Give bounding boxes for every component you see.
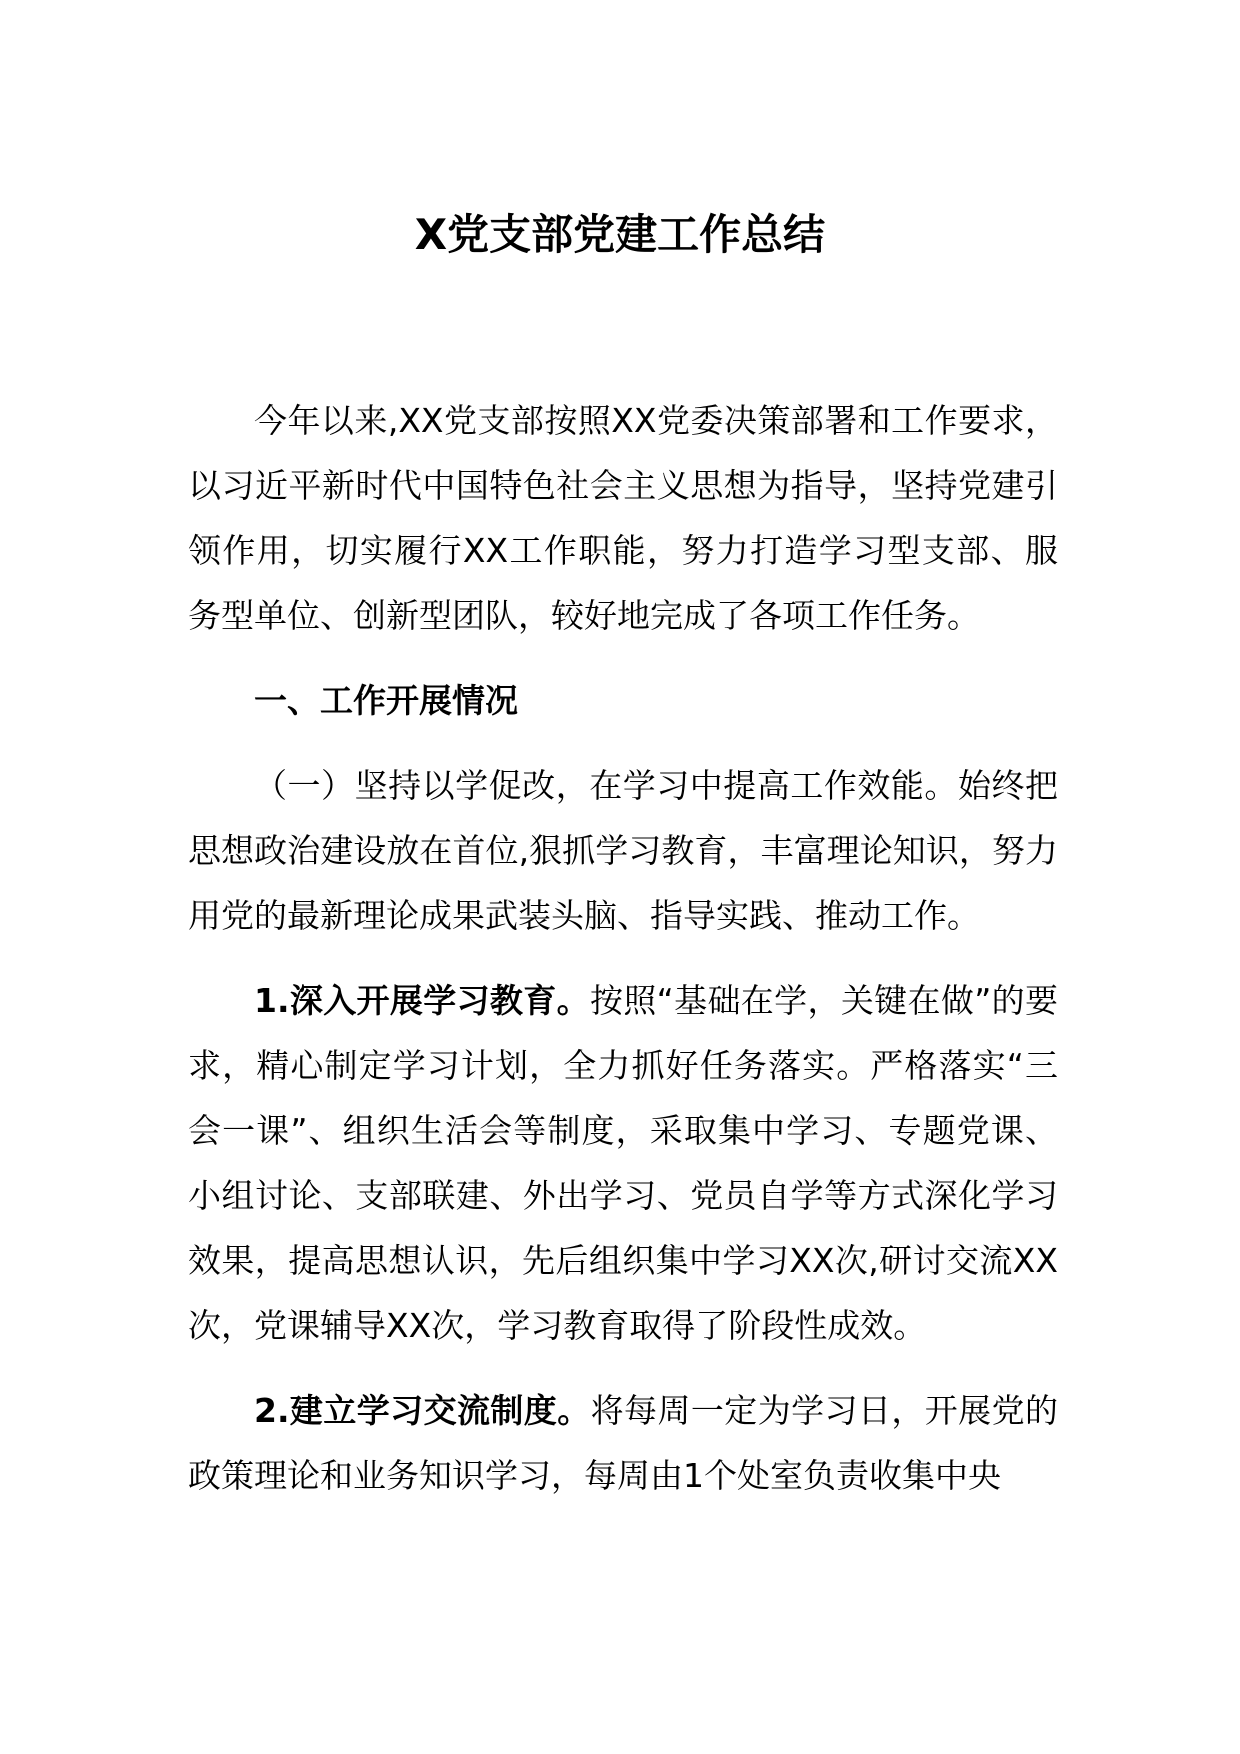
subsection-paragraph-1: （一）坚持以学促改，在学习中提高工作效能。始终把思想政治建设放在首位,狠抓学习教育，丰富理论知识，努力用党的最新理论成果武装头脑、指导实践、推动工作。	[188, 766, 1058, 935]
document-body	[188, 388, 1058, 1508]
item-paragraph-1	[188, 968, 1058, 1358]
item-1-text: 按照“基础在学，关键在做”的要求，精心制定学习计划，全力抓好任务落实。严格落实“三会一课”、组织生活会等制度，采取集中学习、专题党课、小组讨论、支部联建、外出学习、党员自学等方式深化学习效果，提高思想认识，先后组织集中学习XX次,研讨交流XX次，党课辅导XX次，学习教育取得了阶段性成效。	[188, 981, 1059, 1345]
section-heading-work-progress: 一、工作开展情况	[254, 681, 518, 720]
document-title: X党支部党建工作总结	[414, 210, 826, 259]
item-2-title: 2.建立学习交流制度。	[254, 1391, 591, 1430]
item-1-title: 1.深入开展学习教育。	[254, 981, 590, 1020]
item-paragraph-2	[188, 1378, 1058, 1508]
item-2-text: 将每周一定为学习日，开展党的政策理论和业务知识学习，每周由1个处室负责收集中央	[188, 1391, 1059, 1495]
intro-paragraph: 今年以来,XX党支部按照XX党委决策部署和工作要求，以习近平新时代中国特色社会主义思想为指导，坚持党建引领作用，切实履行XX工作职能，努力打造学习型支部、服务型单位、创新型团队，较好地完成了各项工作任务。	[188, 401, 1058, 635]
